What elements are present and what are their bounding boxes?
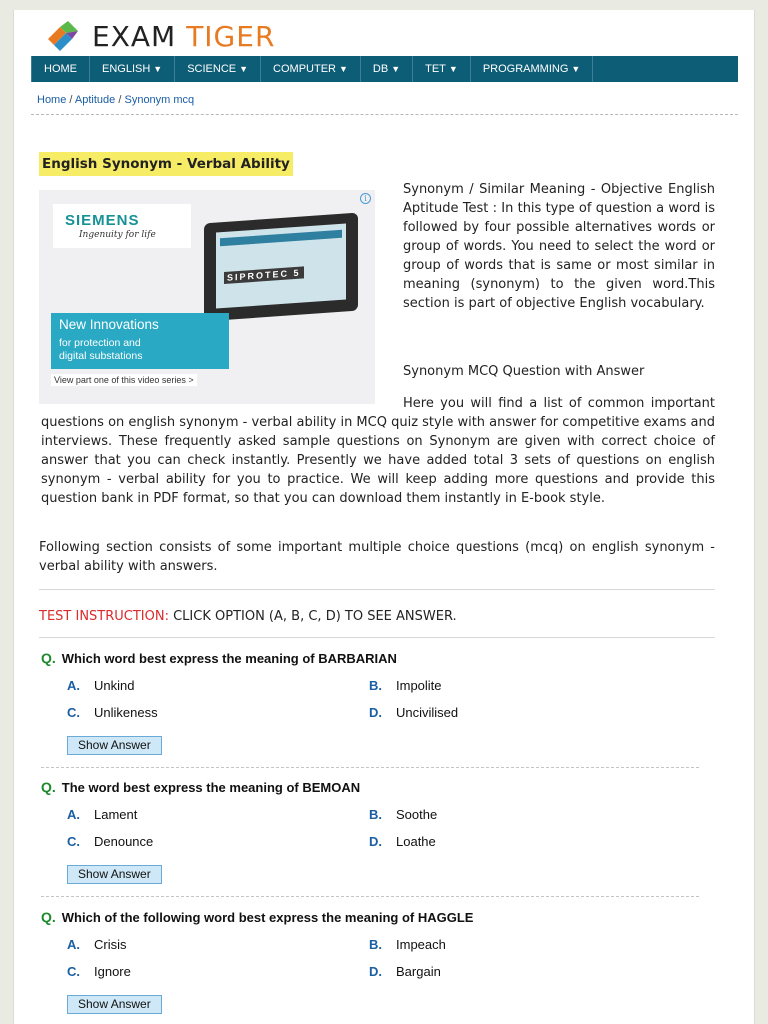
option-a[interactable]: A. Unkind [67, 678, 135, 693]
tablet-image [204, 213, 358, 322]
caret-down-icon: ▼ [339, 64, 348, 74]
option-c[interactable]: C. Unlikeness [67, 705, 158, 720]
logo[interactable] [31, 16, 738, 56]
option-b[interactable]: B. Soothe [369, 807, 438, 822]
main-nav [31, 56, 738, 82]
nav-science[interactable]: SCIENCE ▼ [175, 56, 261, 82]
nav-computer[interactable]: COMPUTER ▼ [261, 56, 361, 82]
caret-down-icon: ▼ [239, 64, 249, 74]
question-divider [41, 896, 699, 897]
breadcrumb-separator: / [118, 94, 122, 106]
nav-programming[interactable]: PROGRAMMING ▼ [471, 56, 593, 82]
logo-tiger: TIGER [186, 19, 276, 53]
logo-text [92, 20, 275, 53]
instruction-text: CLICK OPTION (A, B, C, D) TO SEE ANSWER. [173, 609, 457, 624]
intro-paragraph-2: Here you will find a list of common important questions on english synonym - verbal ability in MCQ quiz style with answer for competitive exams and interviews. These frequently asked sample questions on Synonym are given with correct choice of answer that you can check instantly. Presently we have added total 3 sets of questions on english synonym - verbal ability for you to practice. We will keep adding more questions and provide this question bank in PDF format, so that you can download them instantly in E-book style. [41, 396, 715, 506]
breadcrumb-aptitude[interactable]: Aptitude [74, 94, 116, 106]
option-a[interactable]: A. Lament [67, 807, 138, 822]
question-2 [41, 779, 701, 795]
caret-down-icon: ▼ [391, 64, 401, 74]
page-title: English Synonym - Verbal Ability [39, 152, 293, 176]
show-answer-button[interactable]: Show Answer [67, 995, 162, 1014]
caret-down-icon: ▼ [571, 64, 581, 74]
ad-subline: for protection and digital substations [59, 337, 143, 362]
breadcrumb-home[interactable]: Home [37, 94, 67, 106]
breadcrumb-separator: / [69, 94, 73, 106]
divider [39, 637, 715, 638]
question-marker: Q. [41, 909, 56, 925]
page-container [13, 10, 755, 1024]
option-c[interactable]: C. Denounce [67, 834, 154, 849]
nav-home[interactable]: HOME [31, 56, 90, 82]
divider [39, 589, 715, 590]
intro-paragraph: Synonym / Similar Meaning - Objective English Aptitude Test : In this type of question a word is followed by four possible alternatives words or group of words. You need to select the word or group of words that is same or most similar in meaning (synonym) to the given word.This section is part of objective English vocabulary. [403, 182, 715, 311]
ad-video-link[interactable]: View part one of this video series > [51, 374, 197, 386]
question-text: Q. Which word best express the meaning of BARBARIAN [41, 650, 397, 666]
divider [31, 114, 738, 115]
option-a[interactable]: A. Crisis [67, 937, 127, 952]
ad-product: SIPROTEC 5 [224, 266, 304, 284]
question-marker: Q. [41, 650, 56, 666]
tablet-screen [216, 223, 346, 308]
nav-db[interactable]: DB ▼ [361, 56, 413, 82]
show-answer-button[interactable]: Show Answer [67, 736, 162, 755]
option-c[interactable]: C. Ignore [67, 964, 131, 979]
question-divider [41, 767, 699, 768]
caret-down-icon: ▼ [448, 64, 458, 74]
question-marker: Q. [41, 779, 56, 795]
breadcrumb-current[interactable]: Synonym mcq [124, 94, 195, 106]
nav-tet[interactable]: TET ▼ [413, 56, 471, 82]
breadcrumb [37, 94, 194, 106]
tablet-screen-bar [220, 230, 342, 247]
ad-brand-box [53, 204, 191, 248]
option-d[interactable]: D. Bargain [369, 964, 441, 979]
exam-tiger-logo-icon [44, 19, 82, 53]
caret-down-icon: ▼ [153, 64, 163, 74]
question-3 [41, 909, 701, 925]
question-text: Q. Which of the following word best express the meaning of HAGGLE [41, 909, 474, 925]
question-text: Q. The word best express the meaning of BEMOAN [41, 779, 361, 795]
option-b[interactable]: B. Impolite [369, 678, 442, 693]
question-1 [41, 650, 701, 666]
advertisement[interactable] [39, 190, 375, 404]
nav-english[interactable]: ENGLISH ▼ [90, 56, 175, 82]
content-wrapper [31, 16, 738, 1011]
instruction-label: TEST INSTRUCTION: [39, 609, 169, 624]
intro-paragraph-3: Following section consists of some important multiple choice questions (mcq) on english synonym - verbal ability with answers. [39, 540, 715, 574]
ad-headline: New Innovations [59, 317, 159, 332]
option-b[interactable]: B. Impeach [369, 937, 446, 952]
intro-subheading: Synonym MCQ Question with Answer [403, 364, 645, 379]
ad-headline-box [51, 313, 229, 369]
ad-tagline: Ingenuity for life [79, 230, 156, 240]
logo-exam: EXAM [92, 19, 177, 53]
test-instruction [39, 609, 457, 624]
option-d[interactable]: D. Loathe [369, 834, 436, 849]
ad-brand: SIEMENS [65, 212, 140, 229]
option-d[interactable]: D. Uncivilised [369, 705, 459, 720]
info-icon[interactable]: i [360, 193, 371, 204]
show-answer-button[interactable]: Show Answer [67, 865, 162, 884]
